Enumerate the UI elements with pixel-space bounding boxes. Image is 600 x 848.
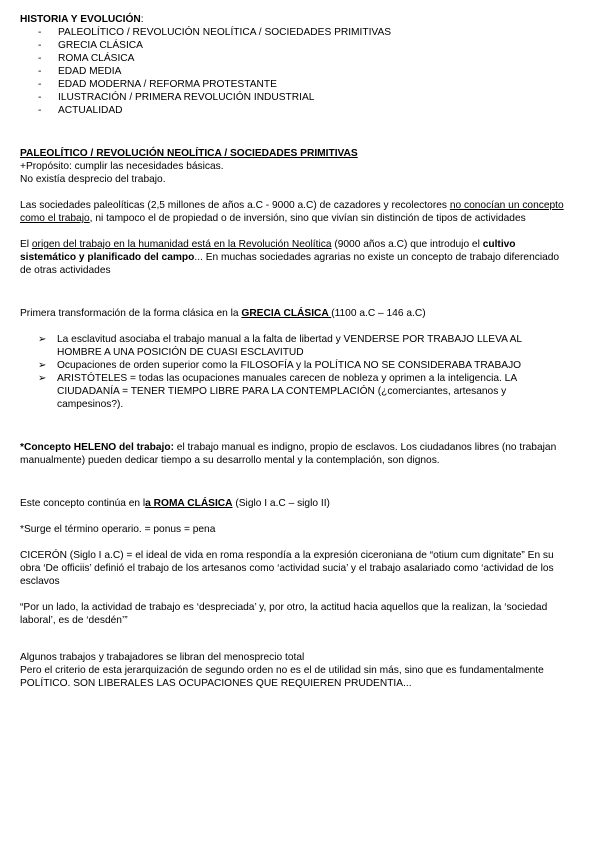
final-line-1: Algunos trabajos y trabajadores se libran del menosprecio total	[20, 652, 305, 663]
document-page	[20, 13, 568, 690]
historia-list	[20, 26, 568, 117]
historia-title: HISTORIA Y EVOLUCIÓN:	[20, 14, 144, 25]
neolitico-paragraph: El origen del trabajo en la humanidad está en la Revolución Neolítica (9000 años a.C) que introdujo el cultivo sistemático y planificado del campo... En muchas sociedades agrarias no existe un concepto de trabajo diferenciado de otras actividades	[20, 239, 560, 276]
list-item: ➢ Ocupaciones de orden superior como la FILOSOFÍA y la POLÍTICA NO SE CONSIDERABA TRABAJO	[38, 360, 522, 371]
list-item: - ACTUALIDAD	[20, 104, 568, 117]
arrow-bullet-icon: ➢	[38, 334, 47, 345]
list-item: ➢ La esclavitud asociaba el trabajo manual a la falta de libertad y VENDERSE POR TRABAJO LLEVA AL HOMBRE A UNA POSICIÓN DE CUASI ESCLAVITUD	[38, 334, 522, 358]
desprecio-line: No existía desprecio del trabajo.	[20, 174, 166, 185]
paleolitico-paragraph: Las sociedades paleolíticas (2,5 millones de años a.C - 9000 a.C) de cazadores y recolectores no conocían un concepto como el trabajo, ni tampoco el de propiedad o de inversión, sino que vivían sin distinción de tipos de actividades	[20, 200, 564, 224]
surge-operario: *Surge el término operario. = ponus = pena	[20, 524, 216, 535]
grecia-intro: Primera transformación de la forma clásica en la GRECIA CLÁSICA (1100 a.C – 146 a.C)	[20, 308, 426, 319]
list-item: - PALEOLÍTICO / REVOLUCIÓN NEOLÍTICA / SOCIEDADES PRIMITIVAS	[20, 26, 568, 39]
final-line-2: Pero el criterio de esta jerarquización de segundo orden no es el de utilidad sin más, sino que es fundamentalmente POLÍTICO. SON LIBERALES LAS OCUPACIONES QUE REQUIEREN PRUDENTIA...	[20, 665, 544, 689]
quote-paragraph: “Por un lado, la actividad de trabajo es ‘despreciada’ y, por otro, la actitud hacia aquellos que la realizan, la ‘sociedad laboral’, es de ‘desdén’”	[20, 602, 548, 626]
list-item: - EDAD MEDIA	[20, 65, 568, 78]
arrow-bullet-icon: ➢	[38, 360, 47, 371]
list-item: - EDAD MODERNA / REFORMA PROTESTANTE	[20, 78, 568, 91]
list-item: - ILUSTRACIÓN / PRIMERA REVOLUCIÓN INDUSTRIAL	[20, 91, 568, 104]
grecia-bullets	[20, 333, 568, 411]
roma-intro: Este concepto continúa en la ROMA CLÁSICA (Siglo I a.C – siglo II)	[20, 498, 330, 509]
concepto-heleno: *Concepto HELENO del trabajo: el trabajo manual es indigno, propio de esclavos. Los ciudadanos libres (no trabajan manualmente) pueden dedicar tiempo a su desarrollo mental y la contemplación, son dignos.	[20, 442, 557, 466]
ciceron-paragraph: CICERÓN (Siglo I a.C) = el ideal de vida en roma respondía a la expresión ciceroniana de “otium cum dignitate” En su obra ‘De officiis’ definió el trabajo de los artesanos como ‘actividad sucia’ y el trabajo asalariado como ‘actividad de los esclavos	[20, 550, 554, 587]
list-item: ➢ ARISTÓTELES = todas las ocupaciones manuales carecen de nobleza y oprimen a la inteligencia. LA CIUDADANÍA = TENER TIEMPO LIBRE PARA LA CONTEMPLACIÓN (¿comerciantes, artesanos y campesinos?).	[38, 373, 517, 410]
paleolitico-heading: PALEOLÍTICO / REVOLUCIÓN NEOLÍTICA / SOCIEDADES PRIMITIVAS	[20, 148, 358, 159]
list-item: - GRECIA CLÁSICA	[20, 39, 568, 52]
list-item: - ROMA CLÁSICA	[20, 52, 568, 65]
arrow-bullet-icon: ➢	[38, 373, 47, 384]
proposito-line: +Propósito: cumplir las necesidades básicas.	[20, 161, 224, 172]
